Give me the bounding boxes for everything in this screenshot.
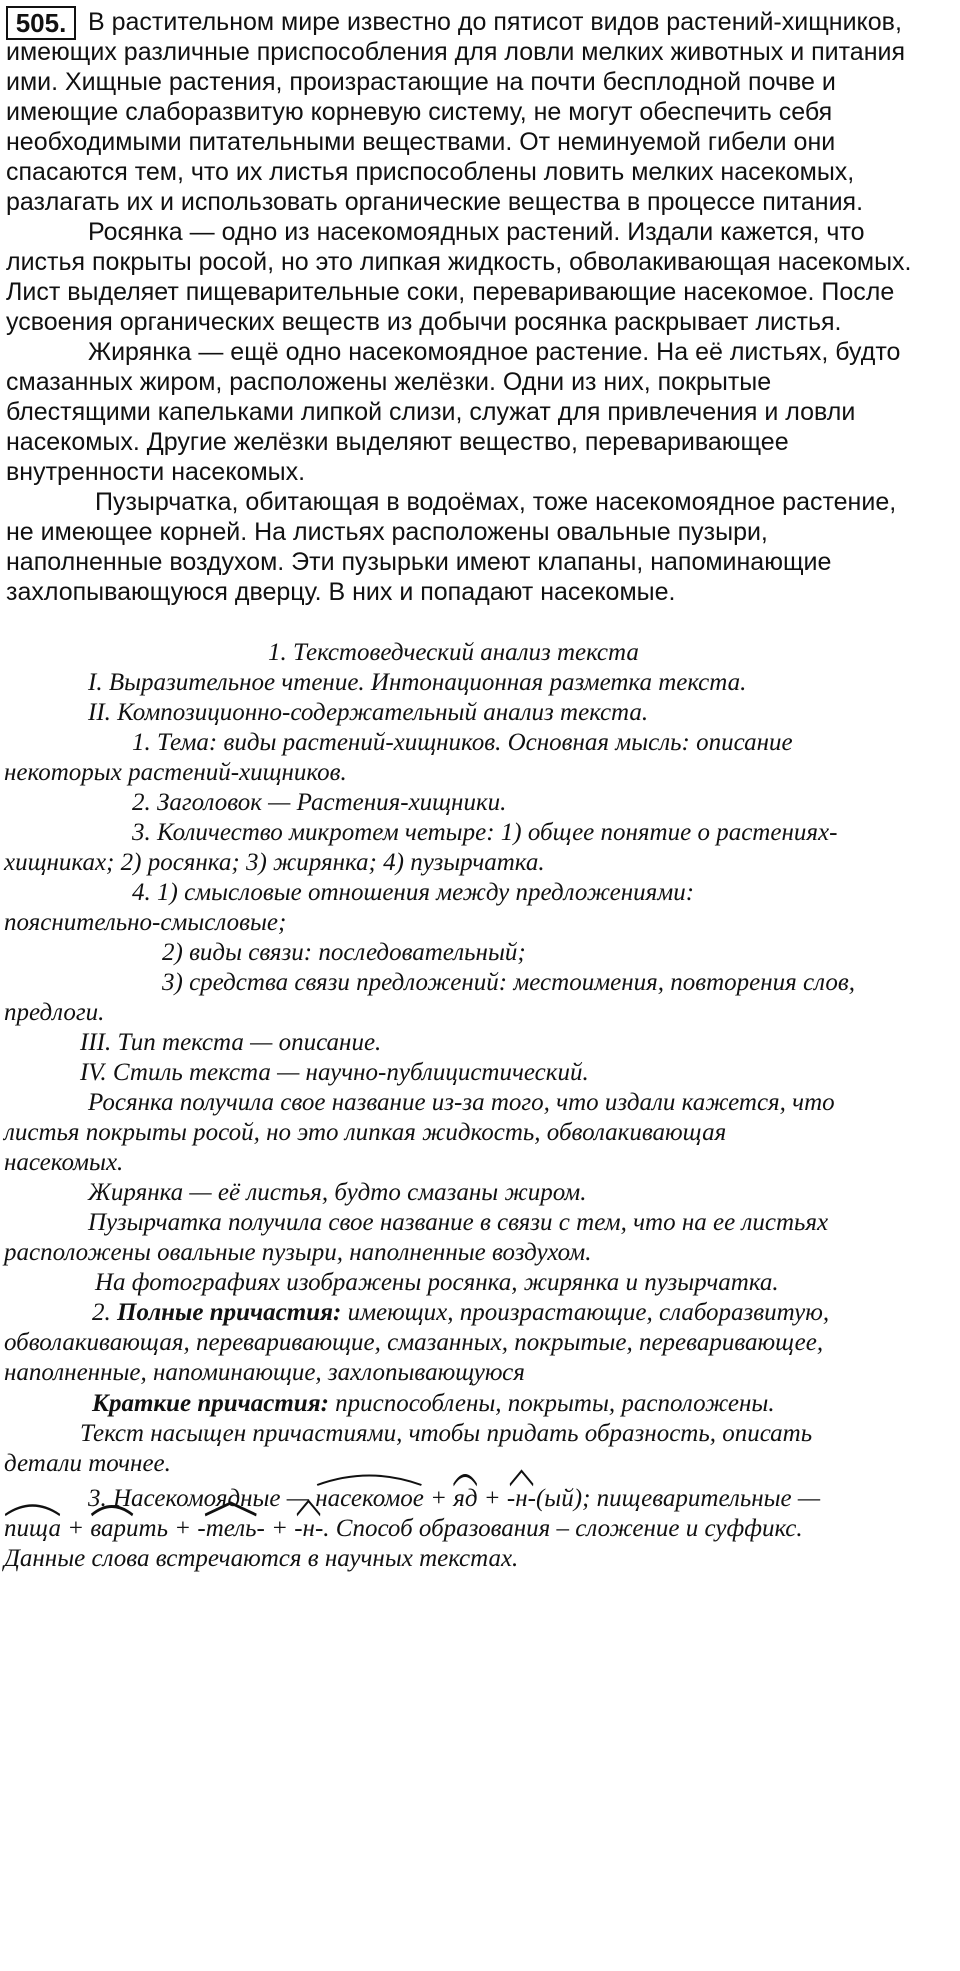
analysis-line: 2) виды связи: последовательный; <box>162 939 526 966</box>
text-line: имеющие слаборазвитую корневую систему, не могут обеспечить себя <box>6 98 833 126</box>
analysis-line: 1. Тема: виды растений-хищников. Основная мысль: описание <box>132 729 793 756</box>
morpheme-root-word: варить <box>90 1516 168 1541</box>
morpheme-text: . Способ образования – сложение и суффикс. <box>323 1515 803 1542</box>
analysis-line: Пузырчатка получила свое название в связи с тем, что на ее листьях <box>88 1209 829 1236</box>
root-arc-mark <box>90 1502 168 1516</box>
analysis-line: предлоги. <box>4 999 105 1026</box>
text-line: необходимыми питательными веществами. От неминуемой гибели они <box>6 128 836 156</box>
short-participles-list: приспособлены, покрыты, расположены. <box>335 1390 775 1417</box>
plus-sign: + <box>67 1515 85 1542</box>
full-participles-list: имеющих, произрастающие, слаборазвитую, <box>347 1299 830 1326</box>
analysis-line: 3. Количество микротем четыре: 1) общее понятие о растениях- <box>132 819 838 846</box>
analysis-line <box>92 1391 775 1416</box>
text-line: ими. Хищные растения, произрастающие на почти бесплодной почве и <box>6 68 836 96</box>
analysis-line: 2. Заголовок — Растения-хищники. <box>132 789 507 816</box>
text-line: усвоения органических веществ из добычи росянка раскрывает листья. <box>6 308 842 336</box>
section-number: 2. <box>92 1299 111 1326</box>
morpheme-suffix: -тель- <box>197 1516 264 1541</box>
text-line: листья покрыты росой, но это липкая жидкость, обволакивающая насекомых. <box>6 248 912 276</box>
analysis-line: II. Композиционно-содержательный анализ текста. <box>88 699 649 726</box>
analysis-line: I. Выразительное чтение. Интонационная разметка текста. <box>88 669 747 696</box>
text-line: В растительном мире известно до пятисот видов растений-хищников, <box>88 8 902 36</box>
suffix-mark <box>197 1500 264 1516</box>
text-line: не имеющее корней. На листьях расположены овальные пузыри, <box>6 518 768 546</box>
text-line: смазанных жиром, расположены желёзки. Одни из них, покрытые <box>6 368 772 396</box>
analysis-line: некоторых растений-хищников. <box>4 759 347 786</box>
morpheme-root-word: насекомое <box>315 1486 424 1511</box>
text-line: наполненные воздухом. Эти пузырьки имеют клапаны, напоминающие <box>6 548 832 576</box>
analysis-line: IV. Стиль текста — научно-публицистический. <box>80 1059 589 1086</box>
exercise-number: 505. <box>6 6 76 40</box>
text-line: насекомых. Другие желёзки выделяют вещество, переваривающее <box>6 428 789 456</box>
morpheme-suffix: -н- <box>507 1486 536 1511</box>
text-line: захлопывающуюся дверцу. В них и попадают насекомые. <box>6 578 676 606</box>
analysis-line: Жирянка — её листья, будто смазаны жиром. <box>88 1179 587 1206</box>
short-participles-label: Краткие причастия: <box>92 1390 329 1417</box>
plus-sign: + <box>430 1485 447 1512</box>
analysis-line: Росянка получила свое название из-за того, что издали кажется, что <box>88 1089 835 1116</box>
morpheme-lead: 3. Насекомоядные — <box>88 1485 310 1512</box>
morpheme-ending: (ый) <box>535 1485 583 1512</box>
analysis-line: насекомых. <box>4 1149 124 1176</box>
text-line: имеющих различные приспособления для ловли мелких животных и питания <box>6 38 906 66</box>
root-arc-mark <box>453 1472 477 1486</box>
plus-sign: + <box>271 1515 288 1542</box>
morpheme-root-word: пища <box>4 1516 61 1541</box>
analysis-line: пояснительно-смысловые; <box>4 909 287 936</box>
analysis-line: листья покрыты росой, но это липкая жидкость, обволакивающая <box>4 1119 727 1146</box>
text-line: блестящими капельками липкой слизи, служат для привлечения и ловли <box>6 398 856 426</box>
morpheme-line <box>4 1516 803 1541</box>
analysis-line: III. Тип текста — описание. <box>80 1029 382 1056</box>
suffix-mark <box>294 1500 323 1516</box>
root-arc-mark <box>4 1502 61 1516</box>
morpheme-text: ; пищеварительные — <box>582 1485 821 1512</box>
analysis-line: расположены овальные пузыри, наполненные воздухом. <box>4 1239 592 1266</box>
analysis-line: 4. 1) смысловые отношения между предложениями: <box>132 879 695 906</box>
analysis-line: наполненные, напоминающие, захлопывающуюся <box>4 1359 525 1386</box>
full-participles-label: Полные причастия: <box>117 1299 342 1326</box>
analysis-line: обволакивающая, переваривающие, смазанных, покрытые, переваривающее, <box>4 1329 824 1356</box>
analysis-heading: 1. Текстоведческий анализ текста <box>268 639 639 666</box>
plus-sign: + <box>174 1515 192 1542</box>
text-line: внутренности насекомых. <box>6 458 306 486</box>
analysis-line <box>92 1300 829 1325</box>
analysis-line: На фотографиях изображены росянка, жирянка и пузырчатка. <box>95 1269 779 1296</box>
root-arc-mark <box>315 1472 424 1486</box>
analysis-line: детали точнее. <box>4 1450 171 1477</box>
morpheme-root-word: яд <box>453 1486 477 1511</box>
analysis-line: хищниках; 2) росянка; 3) жирянка; 4) пузырчатка. <box>4 849 545 876</box>
text-line: разлагать их и использовать органические вещества в процессе питания. <box>6 188 864 216</box>
text-line: Жирянка — ещё одно насекомоядное растение. На её листьях, будто <box>88 338 901 366</box>
text-line: Росянка — одно из насекомоядных растений. Издали кажется, что <box>88 218 865 246</box>
analysis-line: Текст насыщен причастиями, чтобы придать образность, описать <box>80 1420 813 1447</box>
suffix-mark <box>507 1470 536 1486</box>
text-line: Лист выделяет пищеварительные соки, переваривающие насекомое. После <box>6 278 895 306</box>
morpheme-suffix: -н- <box>294 1516 323 1541</box>
text-line: спасаются тем, что их листья приспособлены ловить мелких насекомых, <box>6 158 855 186</box>
plus-sign: + <box>483 1485 501 1512</box>
analysis-line: Данные слова встречаются в научных текстах. <box>4 1545 519 1572</box>
text-line: Пузырчатка, обитающая в водоёмах, тоже насекомоядное растение, <box>95 488 897 516</box>
analysis-line: 3) средства связи предложений: местоимения, повторения слов, <box>162 969 855 996</box>
